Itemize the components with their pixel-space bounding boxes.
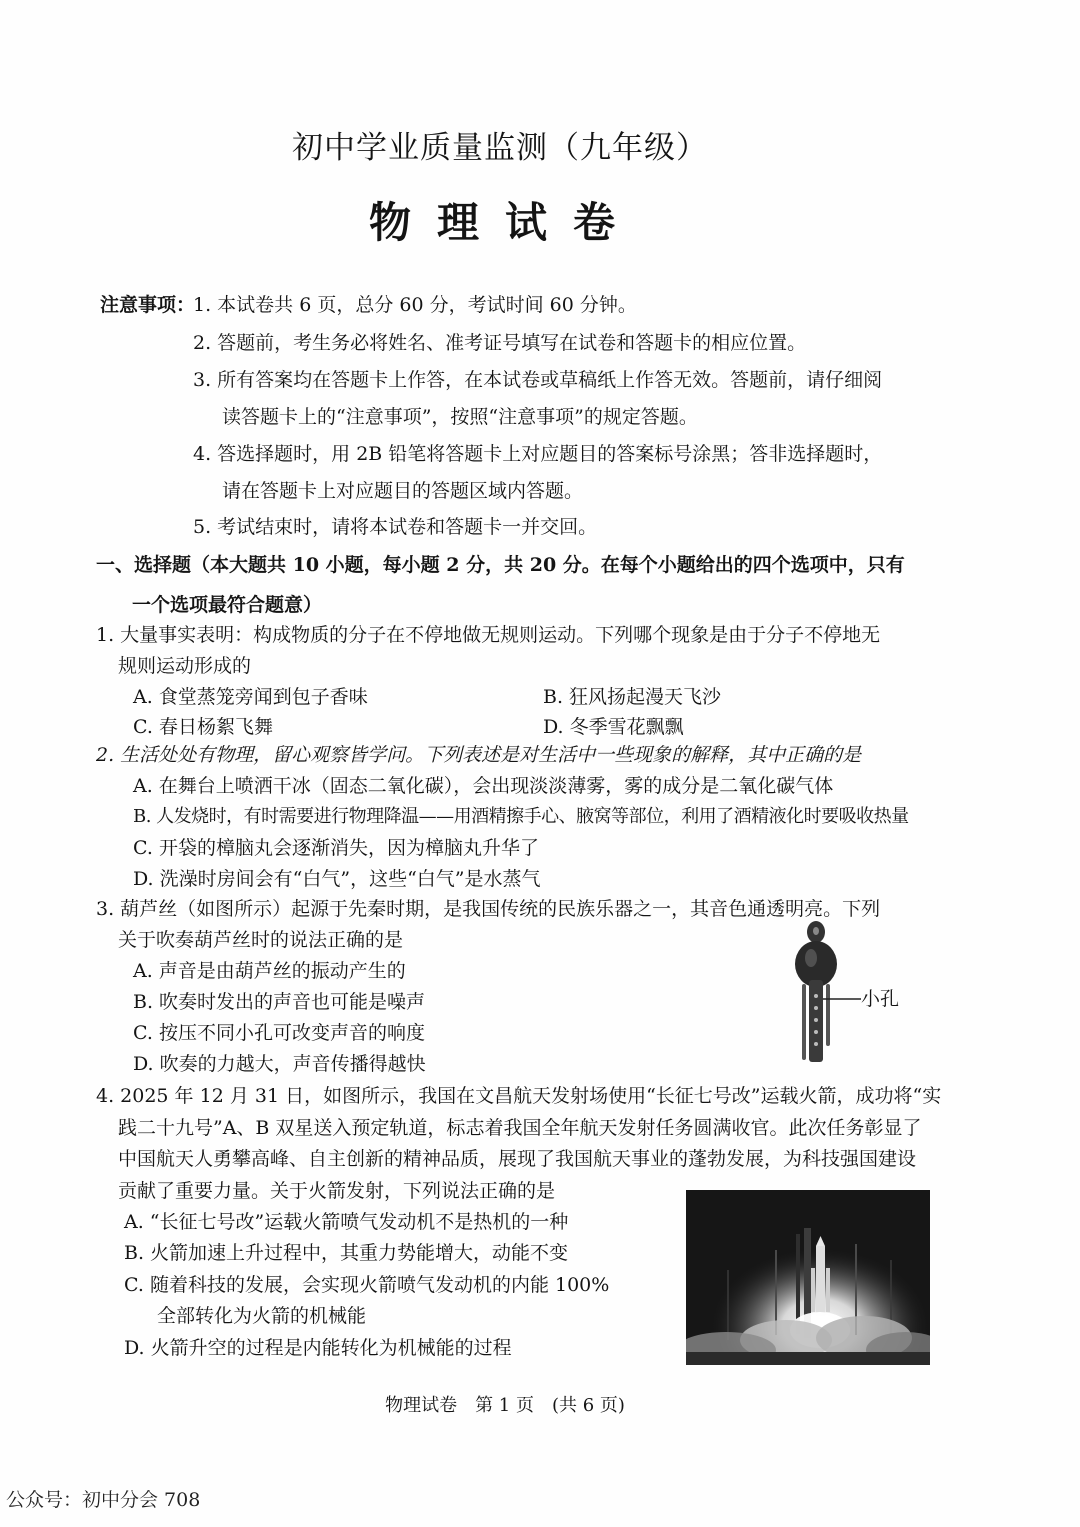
page-footer: 物理试卷 第 1 页 (共 6 页) xyxy=(385,1395,625,1416)
q3-option-d: D. 吹奏的力越大，声音传播得越快 xyxy=(133,1053,426,1075)
watermark-text: 公众号：初中分会 708 xyxy=(6,1489,201,1511)
q3-stem: 3. 葫芦丝（如图所示）起源于先秦时期，是我国传统的民族乐器之一，其音色通透明亮。下列 xyxy=(96,898,881,920)
q4-option-a: A. “长征七号改”运载火箭喷气发动机不是热机的一种 xyxy=(124,1211,569,1233)
notice-item: 1. 本试卷共 6 页，总分 60 分，考试时间 60 分钟。 xyxy=(193,294,637,316)
q4-option-c-cont: 全部转化为火箭的机械能 xyxy=(157,1305,367,1327)
q4-stem-cont: 践二十九号”A、B 双星送入预定轨道，标志着我国全年航天发射任务圆满收官。此次任务彰显了 xyxy=(118,1117,922,1139)
notice-item: 3. 所有答案均在答题卡上作答，在本试卷或草稿纸上作答无效。答题前，请仔细阅 xyxy=(193,369,883,391)
q1-option-d: D. 冬季雪花飘飘 xyxy=(543,716,684,738)
q4-stem: 4. 2025 年 12 月 31 日，如图所示，我国在文昌航天发射场使用“长征七号改”运载火箭，成功将“实 xyxy=(96,1085,942,1107)
q1-stem: 1. 大量事实表明：构成物质的分子在不停地做无规则运动。下列哪个现象是由于分子不停地无 xyxy=(96,624,881,646)
notice-item: 4. 答选择题时，用 2B 铅笔将答题卡上对应题目的答案标号涂黑；答非选择题时， xyxy=(193,443,883,465)
q4-stem-cont: 中国航天人勇攀高峰、自主创新的精神品质，展现了我国航天事业的蓬勃发展，为科技强国建设 xyxy=(118,1148,917,1170)
q3-figure-label: 小孔 xyxy=(861,988,900,1010)
notices-label: 注意事项： xyxy=(100,294,196,316)
q2-option-b: B. 人发烧时，有时需要进行物理降温——用酒精擦手心、腋窝等部位，利用了酒精液化时要吸收热量 xyxy=(133,806,909,827)
q4-option-d: D. 火箭升空的过程是内能转化为机械能的过程 xyxy=(124,1337,512,1359)
q1-stem-cont: 规则运动形成的 xyxy=(118,655,252,677)
q4-option-b: B. 火箭加速上升过程中，其重力势能增大，动能不变 xyxy=(124,1242,569,1264)
q4-stem-cont: 贡献了重要力量。关于火箭发射，下列说法正确的是 xyxy=(118,1180,556,1202)
q1-option-a: A. 食堂蒸笼旁闻到包子香味 xyxy=(133,686,368,708)
hulusi-figure xyxy=(785,918,865,1078)
exam-title: 物理试卷 xyxy=(368,198,641,247)
q2-stem: 2. 生活处处有物理，留心观察皆学问。下列表述是对生活中一些现象的解释，其中正确的是 xyxy=(96,744,862,766)
notice-item: 2. 答题前，考生务必将姓名、准考证号填写在试卷和答题卡的相应位置。 xyxy=(193,332,807,354)
q2-option-c: C. 开袋的樟脑丸会逐渐消失，因为樟脑丸升华了 xyxy=(133,837,539,859)
notice-item: 5. 考试结束时，请将本试卷和答题卡一并交回。 xyxy=(193,516,598,538)
rocket-launch-photo xyxy=(686,1190,930,1365)
q3-option-a: A. 声音是由葫芦丝的振动产生的 xyxy=(133,960,406,982)
notice-item: 读答题卡上的“注意事项”，按照“注意事项”的规定答题。 xyxy=(222,406,698,428)
q3-stem-cont: 关于吹奏葫芦丝时的说法正确的是 xyxy=(118,929,404,951)
q4-option-c: C. 随着科技的发展，会实现火箭喷气发动机的内能 100% xyxy=(124,1274,610,1296)
section-heading: 一、选择题（本大题共 10 小题，每小题 2 分，共 20 分。在每个小题给出的四个选项中，只有 xyxy=(96,554,905,576)
section-heading-cont: 一个选项最符合题意） xyxy=(132,594,323,616)
q1-option-b: B. 狂风扬起漫天飞沙 xyxy=(543,686,722,708)
exam-subtitle: 初中学业质量监测（九年级） xyxy=(292,130,708,166)
q2-option-d: D. 洗澡时房间会有“白气”，这些“白气”是水蒸气 xyxy=(133,868,541,890)
q3-option-b: B. 吹奏时发出的声音也可能是噪声 xyxy=(133,991,426,1013)
notice-item: 请在答题卡上对应题目的答题区域内答题。 xyxy=(222,480,584,502)
q2-option-a: A. 在舞台上喷洒干冰（固态二氧化碳），会出现淡淡薄雾，雾的成分是二氧化碳气体 xyxy=(133,775,834,797)
q3-option-c: C. 按压不同小孔可改变声音的响度 xyxy=(133,1022,425,1044)
q1-option-c: C. 春日杨絮飞舞 xyxy=(133,716,273,738)
